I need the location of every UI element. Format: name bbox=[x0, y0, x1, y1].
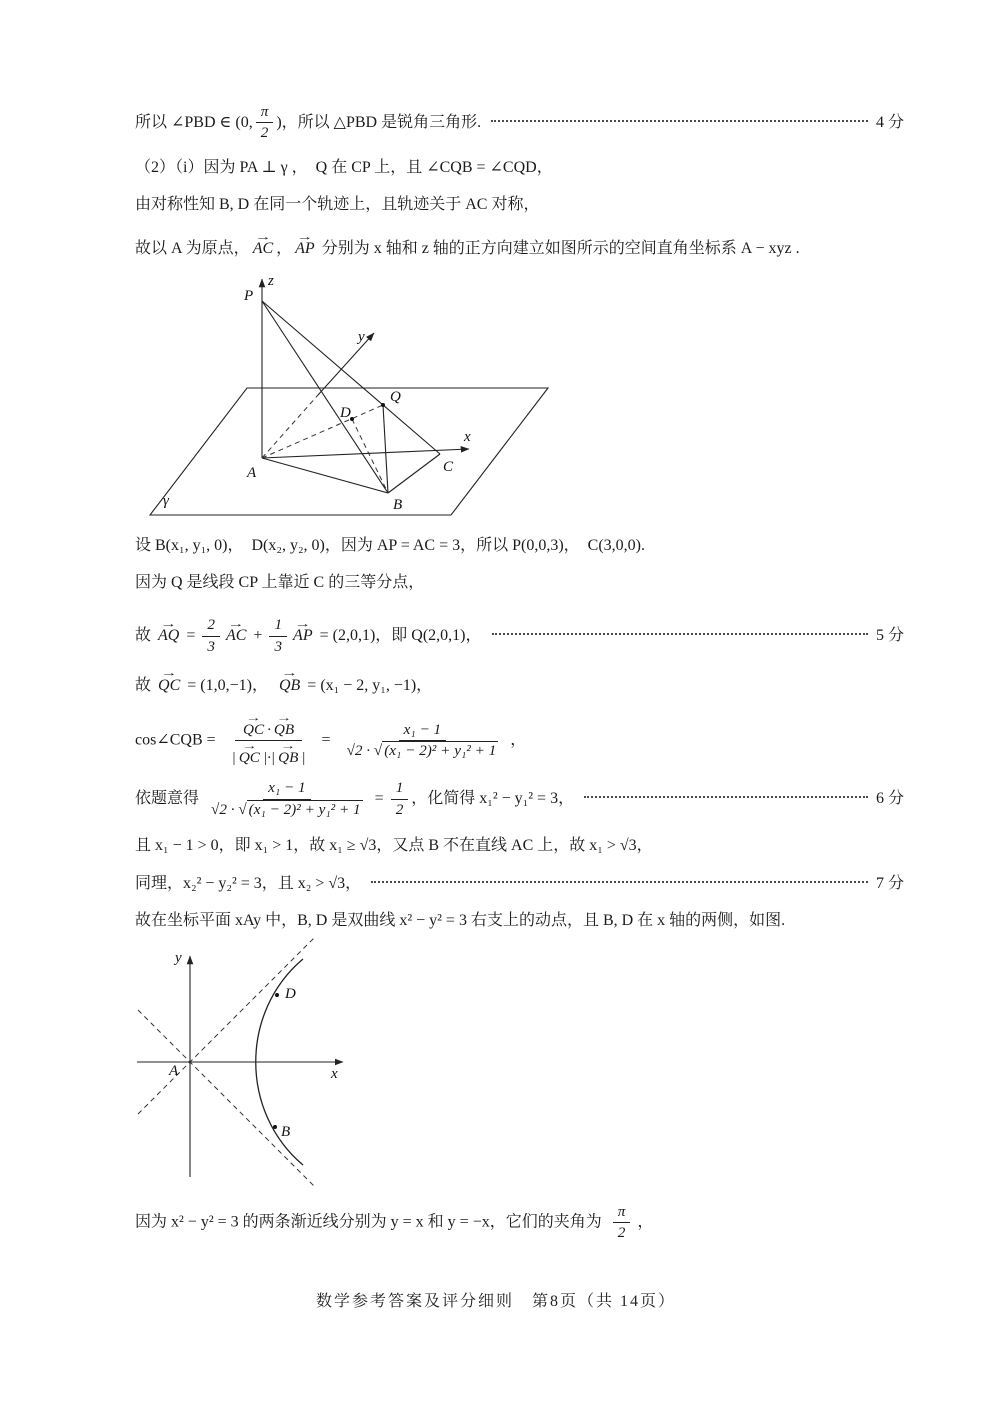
fraction-cos-value bbox=[342, 720, 504, 761]
line-equation-half bbox=[135, 778, 904, 819]
label-c: C bbox=[443, 459, 454, 476]
dotted-leader bbox=[371, 881, 868, 883]
text-run: 故以 A 为原点， bbox=[135, 240, 250, 258]
fraction-numerator: 1 bbox=[391, 778, 409, 799]
text-run: = (1,0,−1)， bbox=[183, 676, 276, 694]
fraction-denominator: 2 bbox=[617, 1224, 626, 1242]
label-a: A bbox=[247, 465, 257, 482]
line-x1-range bbox=[135, 834, 904, 858]
line-point-coordinates bbox=[135, 534, 904, 558]
y-axis-hidden-part bbox=[262, 395, 318, 458]
fraction-pi-over-2 bbox=[613, 1202, 631, 1243]
edge-p-b bbox=[262, 301, 388, 493]
dotted-leader bbox=[492, 633, 868, 635]
text-run: 所以 ∠PBD ∈ (0, bbox=[135, 113, 253, 131]
text-run: 故 bbox=[135, 676, 156, 694]
edge-p-c bbox=[262, 301, 440, 454]
label-y: y bbox=[358, 329, 365, 346]
vector-aq: AQ → bbox=[156, 624, 181, 648]
line-trisection-point bbox=[135, 571, 904, 595]
edge-a-q-hidden bbox=[262, 405, 383, 458]
score-mark-4: 4 分 bbox=[875, 113, 904, 131]
fraction-numerator: x₁ − 1 bbox=[399, 720, 446, 741]
figure-3d-coordinate-system bbox=[125, 263, 585, 528]
page-footer: 数学参考答案及评分细则 第8页（共 14页） bbox=[315, 1293, 676, 1310]
vector-ap: AP → bbox=[293, 237, 317, 261]
text-run: 设 B(x₁, y₁, 0)， D(x₂, y₂, 0)，因为 AP = AC = 3，所以 P(0,0,3)， C(3,0,0). bbox=[135, 537, 645, 555]
fraction-numerator: x₁ − 1 bbox=[263, 778, 310, 799]
text-run: 同理，x₂² − y₂² = 3，且 x₂ > √3， bbox=[135, 874, 362, 892]
edge-b-c bbox=[388, 454, 440, 493]
text-run: 依题意得 bbox=[135, 790, 204, 808]
line-qc-qb-vectors bbox=[135, 667, 904, 698]
fraction-dot-product bbox=[227, 713, 311, 768]
label-d: D bbox=[285, 985, 296, 1002]
y-axis bbox=[318, 333, 374, 395]
label-p: P bbox=[244, 288, 254, 305]
label-x: x bbox=[331, 1065, 338, 1082]
radicand: (x₁ − 2)² + y₁² + 1 bbox=[248, 800, 361, 818]
text-run: ， bbox=[510, 731, 527, 749]
formula-cos-cqb bbox=[135, 706, 904, 768]
text-run: = (2,0,1)，即 Q(2,0,1)， bbox=[315, 627, 482, 645]
label-y: y bbox=[175, 949, 182, 966]
fraction-one-half bbox=[391, 778, 409, 819]
asymptote-y-equals-minus-x bbox=[138, 1010, 316, 1188]
fraction-denominator: 2 bbox=[395, 800, 404, 818]
abs-bar: | bbox=[231, 749, 236, 767]
text-run: 由对称性知 B, D 在同一个轨迹上，且轨迹关于 AC 对称， bbox=[135, 196, 540, 214]
vector-ac: AC → bbox=[251, 237, 275, 261]
label-gamma: γ bbox=[163, 493, 169, 510]
line-similarly-x2 bbox=[135, 872, 904, 896]
edge-d-b-hidden bbox=[352, 419, 388, 493]
score-mark-7: 7 分 bbox=[875, 874, 904, 892]
dotted-leader bbox=[491, 120, 868, 122]
text-run: 且 x₁ − 1 > 0，即 x₁ > 1，故 x₁ ≥ √3，又点 B 不在直线 AC 上，故 x₁ > √3， bbox=[135, 836, 653, 854]
line-coordinate-setup bbox=[135, 230, 904, 261]
fraction-pi-over-2 bbox=[256, 102, 274, 143]
vector-ac: AC → bbox=[224, 624, 248, 648]
score-mark-5: 5 分 bbox=[875, 627, 904, 645]
text-run: cos∠CQB = bbox=[135, 731, 220, 749]
text-run: = bbox=[182, 627, 200, 645]
edge-q-b bbox=[383, 405, 388, 493]
text-run: （2）（i）因为 PA ⊥ γ ， Q 在 CP 上，且 ∠CQB = ∠CQD， bbox=[135, 159, 553, 177]
vector-qb: QB → bbox=[276, 749, 300, 767]
text-run: ， bbox=[637, 1213, 654, 1231]
label-z: z bbox=[268, 273, 274, 290]
text-run: 因为 x² − y² = 3 的两条渐近线分别为 y = x 和 y = −x，它们的夹角为 bbox=[135, 1213, 606, 1231]
fraction-denominator: 3 bbox=[274, 637, 283, 655]
text-run: = bbox=[317, 731, 335, 749]
figure-hyperbola bbox=[125, 937, 375, 1192]
dotted-leader bbox=[584, 796, 868, 798]
text-run: = bbox=[370, 790, 388, 808]
text-run: + bbox=[249, 627, 267, 645]
line-setup-2i bbox=[135, 156, 904, 180]
vector-qc: QC → bbox=[156, 674, 182, 698]
line-pbd-conclusion bbox=[135, 102, 904, 143]
abs-bar: | bbox=[301, 749, 306, 767]
fraction-numerator: 1 bbox=[269, 615, 287, 636]
text-run: 分别为 x 轴和 z 轴的正方向建立如图所示的空间直角坐标系 A − xyz . bbox=[317, 240, 800, 258]
vector-ap: AP → bbox=[291, 624, 315, 648]
fraction-denominator: 3 bbox=[207, 637, 215, 655]
sqrt-prefix: √2 · √ bbox=[211, 800, 247, 818]
fraction-numerator bbox=[235, 713, 302, 741]
fraction-denominator bbox=[342, 741, 504, 761]
fraction-numerator: 2 bbox=[202, 615, 220, 636]
radicand: (x₁ − 2)² + y₁² + 1 bbox=[384, 742, 497, 760]
vector-qc: QC → bbox=[241, 721, 266, 739]
fraction-numerator: π bbox=[613, 1202, 631, 1223]
point-d bbox=[275, 993, 279, 997]
abs-bars: |·| bbox=[262, 749, 276, 767]
vector-qb: QB → bbox=[272, 721, 296, 739]
fraction-denominator bbox=[206, 800, 368, 820]
point-b bbox=[273, 1125, 277, 1129]
label-b: B bbox=[393, 497, 403, 514]
text-run: )，所以 △PBD 是锐角三角形. bbox=[276, 113, 482, 131]
x-axis bbox=[262, 449, 469, 458]
label-d: D bbox=[340, 405, 351, 422]
dot-operator: · bbox=[267, 720, 271, 738]
line-asymptotes-angle bbox=[135, 1202, 904, 1243]
label-x: x bbox=[464, 429, 471, 446]
sqrt-prefix: √2 · √ bbox=[346, 742, 383, 760]
fraction-numerator: π bbox=[256, 102, 274, 123]
point-q bbox=[381, 403, 385, 407]
text-run: = (x₁ − 2, y₁, −1)， bbox=[303, 676, 433, 694]
fraction-condition bbox=[206, 778, 368, 819]
asymptote-y-equals-x bbox=[138, 937, 316, 1114]
vector-qc: QC → bbox=[237, 749, 262, 767]
line-symmetry bbox=[135, 193, 904, 217]
fraction-denominator: 2 bbox=[260, 124, 269, 142]
line-aq-vector bbox=[135, 608, 904, 656]
line-hyperbola-statement bbox=[135, 909, 904, 933]
label-q: Q bbox=[390, 389, 401, 406]
text-run: 故在坐标平面 xAy 中，B, D 是双曲线 x² − y² = 3 右支上的动点，且 B, D 在 x 轴的两侧，如图. bbox=[135, 911, 786, 929]
vector-qb: QB → bbox=[277, 674, 302, 698]
label-b: B bbox=[281, 1123, 291, 1140]
fraction-denominator bbox=[227, 741, 311, 768]
text-run: 故 bbox=[135, 627, 156, 645]
text-run: ， bbox=[276, 240, 293, 258]
text-run: ，化简得 x₁² − y₁² = 3， bbox=[411, 790, 575, 808]
score-mark-6: 6 分 bbox=[875, 790, 904, 808]
label-a: A bbox=[169, 1062, 179, 1079]
text-run: 因为 Q 是线段 CP 上靠近 C 的三等分点， bbox=[135, 574, 425, 592]
